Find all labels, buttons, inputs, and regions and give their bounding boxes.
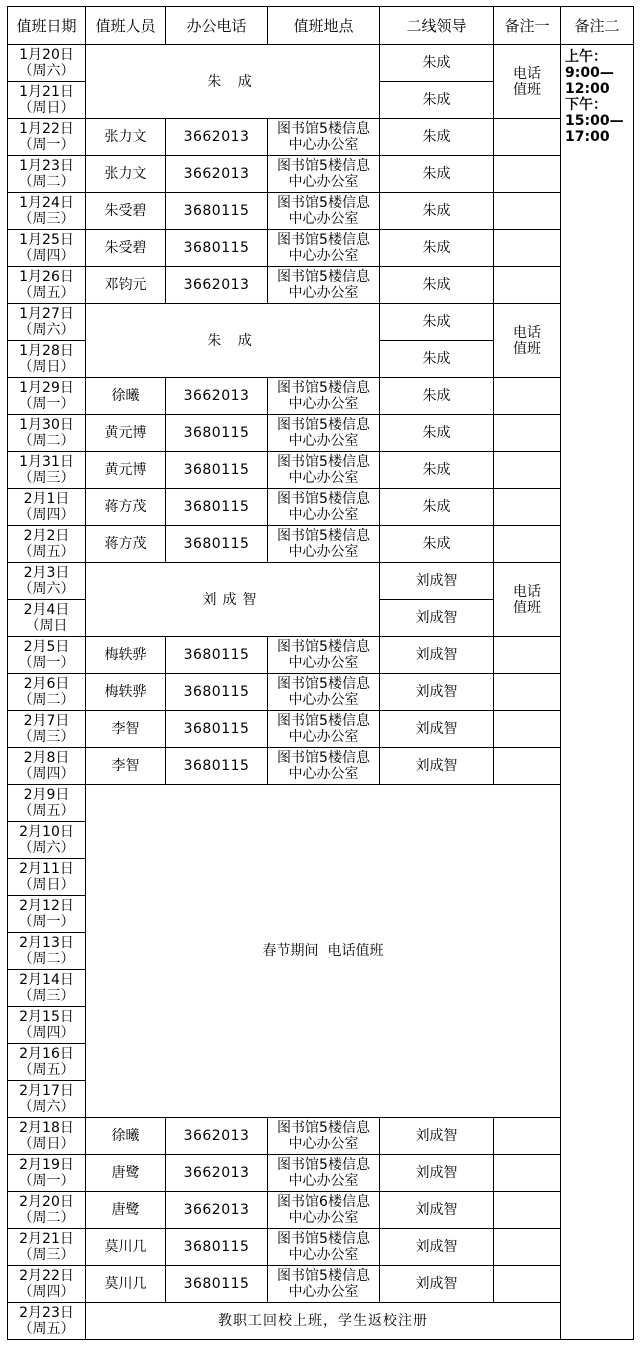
weekday-label: （周六） (18, 581, 75, 597)
location-cell (268, 489, 380, 526)
location-line: 中心办公室 (288, 470, 359, 486)
date-label: 2月19日 (19, 1157, 74, 1173)
phone-cell: 3680115 (166, 748, 268, 785)
table-row (8, 1229, 634, 1266)
table-row (8, 267, 634, 304)
final-note-cell: 教职工回校上班，学生返校注册 (86, 1303, 561, 1340)
weekday-label: （周四） (18, 1284, 75, 1300)
table-row (8, 489, 634, 526)
date-label: 2月22日 (19, 1268, 74, 1284)
phone-cell: 3680115 (166, 711, 268, 748)
remark1-cell (494, 1155, 561, 1192)
location-line: 中心办公室 (288, 285, 359, 301)
phone-cell: 3680115 (166, 452, 268, 489)
header-date: 值班日期 (8, 7, 86, 45)
location-line: 图书馆5楼信息 (277, 491, 370, 507)
remark1-cell (494, 637, 561, 674)
staff-cell: 莫川几 (86, 1266, 166, 1303)
remark1-cell (494, 1192, 561, 1229)
date-cell (8, 267, 86, 304)
date-label: 2月21日 (19, 1231, 74, 1247)
date-label: 2月7日 (23, 713, 70, 729)
weekday-label: （周一） (18, 655, 75, 671)
location-cell (268, 452, 380, 489)
phone-cell: 3662013 (166, 1118, 268, 1155)
date-cell (8, 748, 86, 785)
leader-cell: 朱成 (380, 304, 494, 341)
leader-cell: 朱成 (380, 341, 494, 378)
location-line: 图书馆5楼信息 (277, 676, 370, 692)
location-line: 图书馆5楼信息 (277, 158, 370, 174)
remark-line: 值班 (513, 340, 541, 357)
date-cell (8, 193, 86, 230)
remark1-cell (494, 45, 561, 119)
date-cell (8, 711, 86, 748)
date-label: 2月3日 (23, 565, 70, 581)
date-label: 1月20日 (19, 47, 74, 63)
date-cell (8, 1266, 86, 1303)
location-cell (268, 637, 380, 674)
location-cell (268, 1155, 380, 1192)
remark2-line: 17:00 (565, 129, 610, 145)
weekday-label: （周五） (18, 285, 75, 301)
date-label: 2月16日 (19, 1046, 74, 1062)
location-line: 中心办公室 (288, 1136, 359, 1152)
date-cell (8, 452, 86, 489)
date-cell (8, 933, 86, 970)
location-cell (268, 267, 380, 304)
date-cell (8, 1081, 86, 1118)
date-label: 1月25日 (19, 232, 74, 248)
weekend-duty-cell: 刘成智 (86, 563, 380, 637)
table-row (8, 1192, 634, 1229)
date-label: 1月28日 (19, 343, 74, 359)
location-line: 中心办公室 (288, 655, 359, 671)
date-cell (8, 637, 86, 674)
table-row (8, 1303, 634, 1340)
remark1-cell (494, 452, 561, 489)
weekday-label: （周五） (18, 544, 75, 560)
location-line: 图书馆5楼信息 (277, 232, 370, 248)
location-line: 中心办公室 (288, 137, 359, 153)
weekday-label: （周五） (18, 1321, 75, 1337)
phone-cell: 3680115 (166, 1229, 268, 1266)
table-row (8, 452, 634, 489)
staff-cell: 李智 (86, 711, 166, 748)
date-cell (8, 526, 86, 563)
date-label: 1月27日 (19, 306, 74, 322)
header-remark1: 备注一 (494, 7, 561, 45)
remark1-cell (494, 267, 561, 304)
weekend-duty-cell: 朱 成 (86, 45, 380, 119)
header-leader: 二线领导 (380, 7, 494, 45)
table-row (8, 415, 634, 452)
location-cell (268, 748, 380, 785)
remark-line: 电话 (513, 583, 541, 600)
staff-cell: 黄元博 (86, 415, 166, 452)
weekday-label: （周二） (18, 951, 75, 967)
weekday-label: （周三） (18, 211, 75, 227)
weekday-label: （周二） (18, 1210, 75, 1226)
weekend-duty-cell: 朱 成 (86, 304, 380, 378)
location-line: 图书馆6楼信息 (277, 1194, 370, 1210)
leader-cell: 朱成 (380, 526, 494, 563)
date-label: 2月20日 (19, 1194, 74, 1210)
location-cell (268, 415, 380, 452)
date-cell (8, 378, 86, 415)
remark2-line: 9:00— (565, 65, 614, 81)
header-location: 值班地点 (268, 7, 380, 45)
table-row (8, 526, 634, 563)
staff-cell: 唐鹭 (86, 1192, 166, 1229)
date-cell (8, 1229, 86, 1266)
location-line: 中心办公室 (288, 211, 359, 227)
leader-cell: 刘成智 (380, 637, 494, 674)
staff-cell: 黄元博 (86, 452, 166, 489)
duty-schedule-table (7, 6, 634, 1340)
date-label: 1月29日 (19, 380, 74, 396)
date-cell (8, 1118, 86, 1155)
location-line: 中心办公室 (288, 396, 359, 412)
header-remark2: 备注二 (561, 7, 634, 45)
phone-cell: 3680115 (166, 526, 268, 563)
location-line: 中心办公室 (288, 1210, 359, 1226)
leader-cell: 朱成 (380, 45, 494, 82)
date-cell (8, 970, 86, 1007)
remark1-cell (494, 230, 561, 267)
weekday-label: （周四） (18, 766, 75, 782)
location-line: 图书馆5楼信息 (277, 1268, 370, 1284)
weekday-label: （周一） (18, 137, 75, 153)
location-line: 中心办公室 (288, 729, 359, 745)
date-label: 1月23日 (19, 158, 74, 174)
location-line: 中心办公室 (288, 692, 359, 708)
table-row (8, 45, 634, 82)
location-line: 图书馆5楼信息 (277, 417, 370, 433)
leader-cell: 刘成智 (380, 563, 494, 600)
location-line: 图书馆5楼信息 (277, 195, 370, 211)
staff-cell: 朱受碧 (86, 230, 166, 267)
date-label: 1月31日 (19, 454, 74, 470)
date-cell (8, 563, 86, 600)
leader-cell: 刘成智 (380, 1118, 494, 1155)
weekday-label: （周三） (18, 729, 75, 745)
table-row (8, 193, 634, 230)
date-label: 2月6日 (23, 676, 70, 692)
header-row (8, 7, 634, 45)
phone-cell: 3680115 (166, 1266, 268, 1303)
location-cell (268, 711, 380, 748)
location-line: 图书馆5楼信息 (277, 121, 370, 137)
table-row (8, 1155, 634, 1192)
remark1-cell (494, 711, 561, 748)
location-line: 中心办公室 (288, 766, 359, 782)
remark1-cell (494, 1118, 561, 1155)
remark1-cell (494, 119, 561, 156)
weekday-label: （周五） (18, 1062, 75, 1078)
location-line: 图书馆5楼信息 (277, 639, 370, 655)
date-cell (8, 489, 86, 526)
weekday-label: （周三） (18, 988, 75, 1004)
holiday-note-cell: 春节期间 电话值班 (86, 785, 561, 1118)
phone-cell: 3662013 (166, 119, 268, 156)
remark1-cell (494, 563, 561, 637)
remark1-cell (494, 1229, 561, 1266)
location-cell (268, 156, 380, 193)
date-cell (8, 1155, 86, 1192)
phone-cell: 3662013 (166, 267, 268, 304)
location-cell (268, 1118, 380, 1155)
date-cell (8, 341, 86, 378)
header-phone: 办公电话 (166, 7, 268, 45)
table-row (8, 748, 634, 785)
phone-cell: 3662013 (166, 1155, 268, 1192)
date-label: 1月22日 (19, 121, 74, 137)
phone-cell: 3662013 (166, 156, 268, 193)
date-label: 2月18日 (19, 1120, 74, 1136)
leader-cell: 刘成智 (380, 1266, 494, 1303)
date-cell (8, 674, 86, 711)
date-cell (8, 82, 86, 119)
location-line: 图书馆5楼信息 (277, 380, 370, 396)
remark-line: 值班 (513, 599, 541, 616)
date-cell (8, 304, 86, 341)
leader-cell: 朱成 (380, 378, 494, 415)
weekday-label: （周四） (18, 507, 75, 523)
weekday-label: （周一） (18, 914, 75, 930)
staff-cell: 邓钧元 (86, 267, 166, 304)
location-cell (268, 526, 380, 563)
remark1-cell (494, 674, 561, 711)
leader-cell: 朱成 (380, 415, 494, 452)
remark2-cell (561, 45, 634, 1340)
weekday-label: （周六） (18, 322, 75, 338)
date-label: 2月11日 (19, 861, 74, 877)
table-row (8, 563, 634, 600)
table-row (8, 378, 634, 415)
leader-cell: 朱成 (380, 82, 494, 119)
location-cell (268, 378, 380, 415)
location-cell (268, 1192, 380, 1229)
location-line: 中心办公室 (288, 1284, 359, 1300)
header-staff: 值班人员 (86, 7, 166, 45)
leader-cell: 朱成 (380, 489, 494, 526)
location-line: 图书馆5楼信息 (277, 750, 370, 766)
table-row (8, 1118, 634, 1155)
remark1-cell (494, 526, 561, 563)
location-cell (268, 230, 380, 267)
phone-cell: 3680115 (166, 230, 268, 267)
date-cell (8, 45, 86, 82)
leader-cell: 刘成智 (380, 1192, 494, 1229)
date-cell (8, 785, 86, 822)
phone-cell: 3680115 (166, 489, 268, 526)
location-line: 图书馆5楼信息 (277, 713, 370, 729)
table-row (8, 785, 634, 822)
date-label: 2月9日 (23, 787, 70, 803)
date-label: 2月10日 (19, 824, 74, 840)
remark1-cell (494, 415, 561, 452)
date-cell (8, 1044, 86, 1081)
weekday-label: （周六） (18, 840, 75, 856)
location-cell (268, 193, 380, 230)
date-label: 2月17日 (19, 1083, 74, 1099)
date-label: 2月2日 (23, 528, 70, 544)
remark1-cell (494, 1266, 561, 1303)
phone-cell: 3680115 (166, 415, 268, 452)
remark1-cell (494, 304, 561, 378)
date-cell (8, 1303, 86, 1340)
leader-cell: 朱成 (380, 230, 494, 267)
weekday-label: （周一） (18, 1173, 75, 1189)
table-row (8, 674, 634, 711)
weekday-label: （周六） (18, 63, 75, 79)
date-label: 2月4日 (23, 602, 70, 618)
remark1-cell (494, 489, 561, 526)
weekday-label: （周日） (18, 359, 75, 375)
date-cell (8, 1007, 86, 1044)
phone-cell: 3680115 (166, 674, 268, 711)
weekday-label: （周六） (18, 1099, 75, 1115)
weekday-label: （周日） (18, 877, 75, 893)
location-line: 图书馆5楼信息 (277, 1120, 370, 1136)
remark-line: 电话 (513, 65, 541, 82)
remark2-line: 12:00 (565, 81, 610, 97)
weekday-label: （周四） (18, 248, 75, 264)
table-row (8, 230, 634, 267)
location-line: 图书馆5楼信息 (277, 454, 370, 470)
location-line: 中心办公室 (288, 433, 359, 449)
remark2-line: 上午： (565, 49, 607, 65)
staff-cell: 张力文 (86, 156, 166, 193)
leader-cell: 刘成智 (380, 674, 494, 711)
location-cell (268, 674, 380, 711)
table-row (8, 637, 634, 674)
staff-cell: 徐曦 (86, 1118, 166, 1155)
date-cell (8, 415, 86, 452)
leader-cell: 朱成 (380, 156, 494, 193)
date-cell (8, 156, 86, 193)
staff-cell: 蒋方茂 (86, 489, 166, 526)
staff-cell: 李智 (86, 748, 166, 785)
remark2-line: 15:00— (565, 113, 624, 129)
weekday-label: （周四） (18, 1025, 75, 1041)
remark1-cell (494, 748, 561, 785)
date-label: 2月13日 (19, 935, 74, 951)
remark-line: 电话 (513, 324, 541, 341)
location-line: 中心办公室 (288, 1247, 359, 1263)
phone-cell: 3680115 (166, 193, 268, 230)
date-label: 1月21日 (19, 84, 74, 100)
date-label: 2月15日 (19, 1009, 74, 1025)
date-cell (8, 1192, 86, 1229)
leader-cell: 朱成 (380, 119, 494, 156)
weekday-label: （周日 (25, 618, 68, 634)
location-line: 图书馆5楼信息 (277, 1157, 370, 1173)
remark2-line: 下午： (565, 97, 607, 113)
staff-cell: 蒋方茂 (86, 526, 166, 563)
staff-cell: 莫川几 (86, 1229, 166, 1266)
table-row (8, 711, 634, 748)
leader-cell: 刘成智 (380, 1229, 494, 1266)
date-label: 2月12日 (19, 898, 74, 914)
staff-cell: 唐鹭 (86, 1155, 166, 1192)
location-line: 图书馆5楼信息 (277, 1231, 370, 1247)
date-cell (8, 859, 86, 896)
weekday-label: （周二） (18, 692, 75, 708)
table-row (8, 304, 634, 341)
phone-cell: 3662013 (166, 378, 268, 415)
phone-cell: 3680115 (166, 637, 268, 674)
leader-cell: 刘成智 (380, 711, 494, 748)
leader-cell: 刘成智 (380, 600, 494, 637)
date-cell (8, 119, 86, 156)
leader-cell: 朱成 (380, 193, 494, 230)
date-cell (8, 822, 86, 859)
weekday-label: （周一） (18, 396, 75, 412)
table-row (8, 119, 634, 156)
leader-cell: 朱成 (380, 267, 494, 304)
location-cell (268, 1266, 380, 1303)
location-line: 图书馆5楼信息 (277, 528, 370, 544)
phone-cell: 3662013 (166, 1192, 268, 1229)
leader-cell: 朱成 (380, 452, 494, 489)
date-label: 2月23日 (19, 1305, 74, 1321)
location-line: 图书馆5楼信息 (277, 269, 370, 285)
weekday-label: （周日） (18, 1136, 75, 1152)
leader-cell: 刘成智 (380, 748, 494, 785)
remark1-cell (494, 193, 561, 230)
date-cell (8, 600, 86, 637)
date-label: 2月1日 (23, 491, 70, 507)
date-cell (8, 896, 86, 933)
weekday-label: （周三） (18, 1247, 75, 1263)
remark-line: 值班 (513, 81, 541, 98)
weekday-label: （周五） (18, 803, 75, 819)
date-label: 2月8日 (23, 750, 70, 766)
remark1-cell (494, 156, 561, 193)
table-row (8, 156, 634, 193)
weekday-label: （周日） (18, 100, 75, 116)
location-line: 中心办公室 (288, 507, 359, 523)
date-label: 1月30日 (19, 417, 74, 433)
date-label: 1月26日 (19, 269, 74, 285)
staff-cell: 梅轶骅 (86, 674, 166, 711)
weekday-label: （周三） (18, 470, 75, 486)
location-cell (268, 1229, 380, 1266)
weekday-label: （周二） (18, 174, 75, 190)
location-line: 中心办公室 (288, 248, 359, 264)
table-row (8, 1266, 634, 1303)
staff-cell: 张力文 (86, 119, 166, 156)
leader-cell: 刘成智 (380, 1155, 494, 1192)
date-cell (8, 230, 86, 267)
weekday-label: （周二） (18, 433, 75, 449)
staff-cell: 梅轶骅 (86, 637, 166, 674)
location-line: 中心办公室 (288, 1173, 359, 1189)
date-label: 2月5日 (23, 639, 70, 655)
date-label: 2月14日 (19, 972, 74, 988)
date-label: 1月24日 (19, 195, 74, 211)
staff-cell: 徐曦 (86, 378, 166, 415)
location-line: 中心办公室 (288, 544, 359, 560)
location-cell (268, 119, 380, 156)
remark1-cell (494, 378, 561, 415)
location-line: 中心办公室 (288, 174, 359, 190)
schedule-body (8, 45, 634, 1340)
staff-cell: 朱受碧 (86, 193, 166, 230)
